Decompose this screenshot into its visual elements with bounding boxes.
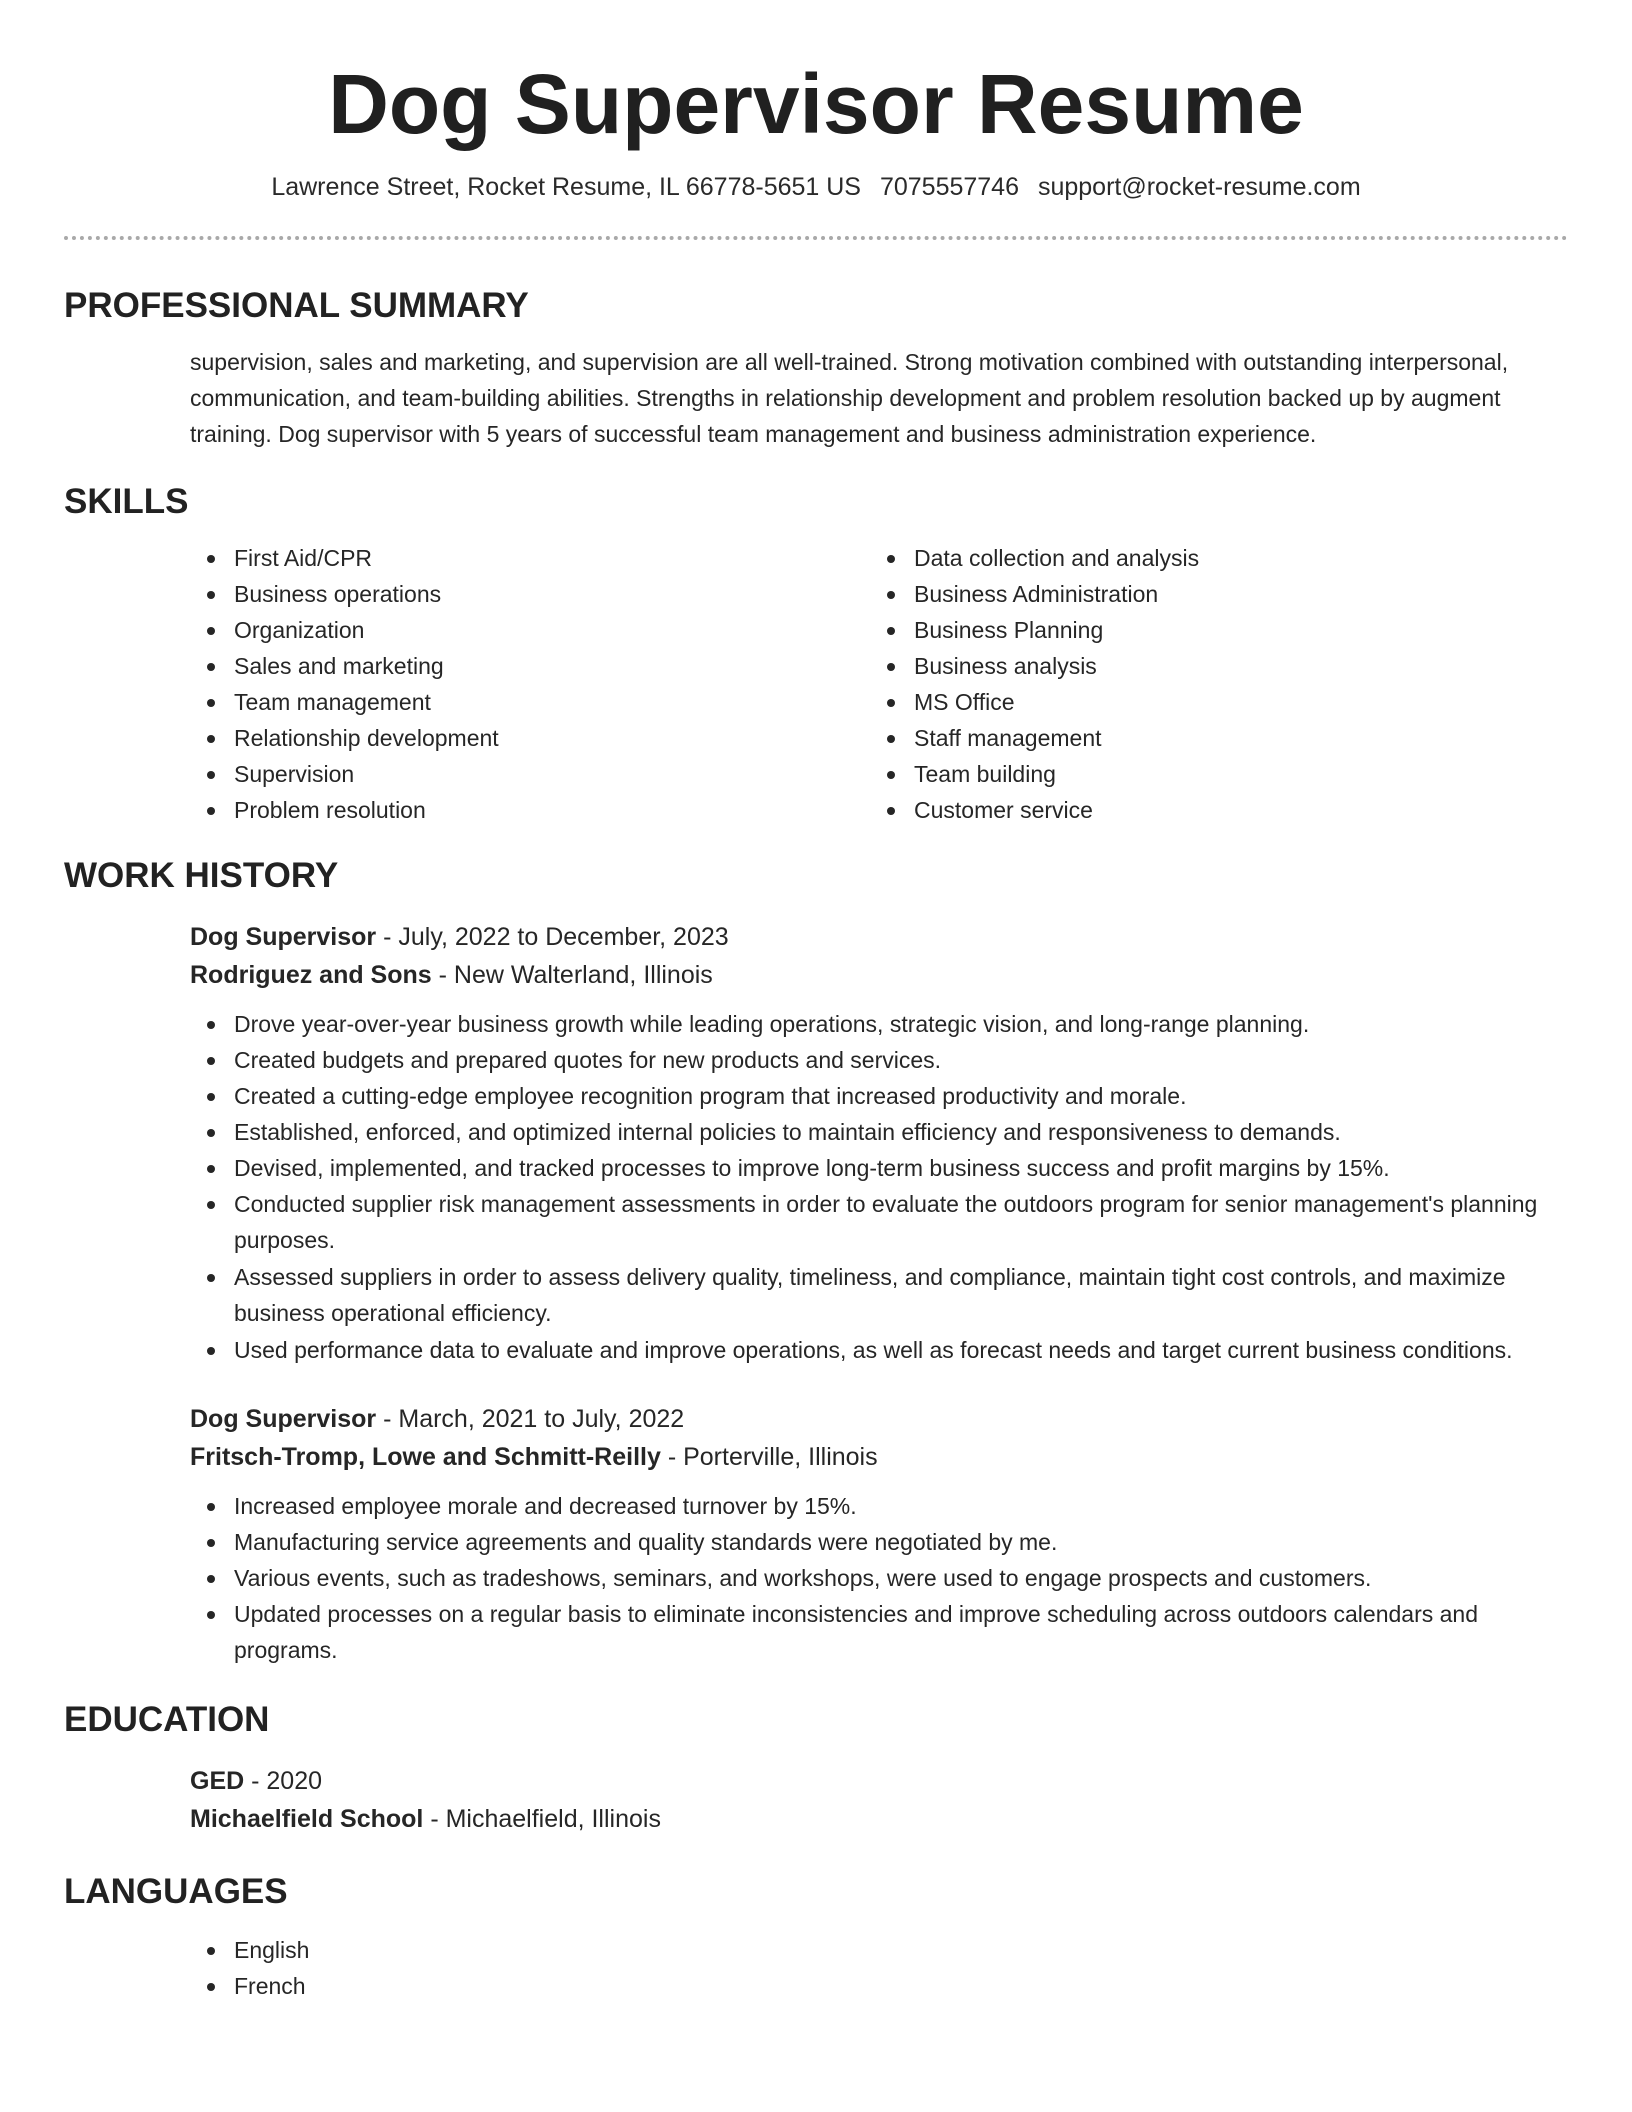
job-company: Rodriguez and Sons [190, 961, 432, 989]
education-entry [190, 1762, 1568, 1838]
job-duty: Conducted supplier risk management assessments in order to evaluate the outdoors program for senior management's planning purposes. [190, 1186, 1570, 1258]
job-duties-list [190, 1488, 1570, 1668]
education-degree-line [190, 1762, 1568, 1800]
job-duty: Various events, such as tradeshows, seminars, and workshops, were used to engage prospects and customers. [190, 1560, 1570, 1596]
education-school-line [190, 1800, 1568, 1838]
education-degree: GED [190, 1767, 245, 1795]
job-entry [190, 1400, 1568, 1668]
job-dates: - July, 2022 to December, 2023 [376, 923, 729, 951]
skill-item: Organization [190, 612, 870, 648]
job-duty: Used performance data to evaluate and improve operations, as well as forecast needs and target current business conditions. [190, 1332, 1570, 1368]
job-duty: Devised, implemented, and tracked processes to improve long-term business success and profit margins by 15%. [190, 1150, 1570, 1186]
skill-item: Business Planning [870, 612, 1550, 648]
skill-item: Relationship development [190, 720, 870, 756]
job-duty: Manufacturing service agreements and quality standards were negotiated by me. [190, 1524, 1570, 1560]
skill-item: Data collection and analysis [870, 540, 1550, 576]
job-company-line [190, 956, 1568, 994]
job-duty: Drove year-over-year business growth while leading operations, strategic vision, and long-range planning. [190, 1006, 1570, 1042]
skills-heading: SKILLS [64, 482, 189, 521]
summary-heading: PROFESSIONAL SUMMARY [64, 286, 529, 325]
job-duty: Assessed suppliers in order to assess delivery quality, timeliness, and compliance, maintain tight cost controls, and maximize business operational efficiency. [190, 1259, 1570, 1331]
contact-address: Lawrence Street, Rocket Resume, IL 66778-5651 US [271, 173, 861, 201]
skill-item: Sales and marketing [190, 648, 870, 684]
job-title: Dog Supervisor [190, 1405, 377, 1433]
work-history-heading: WORK HISTORY [64, 856, 339, 895]
job-duty: Created a cutting-edge employee recognition program that increased productivity and morale. [190, 1078, 1570, 1114]
job-location: - Porterville, Illinois [660, 1443, 878, 1471]
job-duty: Updated processes on a regular basis to eliminate inconsistencies and improve scheduling across outdoors calendars and programs. [190, 1596, 1570, 1668]
education-school: Michaelfield School [190, 1805, 424, 1833]
job-entry [190, 918, 1568, 1368]
job-duties-list [190, 1006, 1570, 1368]
job-duty: Increased employee morale and decreased turnover by 15%. [190, 1488, 1570, 1524]
skill-item: Team building [870, 756, 1550, 792]
job-dates: - March, 2021 to July, 2022 [376, 1405, 685, 1433]
education-heading: EDUCATION [64, 1700, 270, 1739]
job-title-line [190, 918, 1568, 956]
languages-heading: LANGUAGES [64, 1872, 288, 1911]
skills-list [190, 540, 1568, 828]
skill-item: MS Office [870, 684, 1550, 720]
job-title-line [190, 1400, 1568, 1438]
skill-item: Customer service [870, 792, 1550, 828]
contact-line [64, 170, 1568, 204]
contact-email[interactable]: support@rocket-resume.com [1037, 173, 1361, 201]
job-title: Dog Supervisor [190, 923, 377, 951]
resume-title: Dog Supervisor Resume [328, 57, 1304, 151]
language-item: French [190, 1968, 1568, 2004]
skills-column-right [870, 540, 1550, 828]
job-duty: Established, enforced, and optimized internal policies to maintain efficiency and responsiveness to demands. [190, 1114, 1570, 1150]
skill-item: First Aid/CPR [190, 540, 870, 576]
skill-item: Staff management [870, 720, 1550, 756]
language-item: English [190, 1932, 1568, 1968]
header-divider [64, 236, 1568, 240]
job-duty: Created budgets and prepared quotes for new products and services. [190, 1042, 1570, 1078]
job-company-line [190, 1438, 1568, 1476]
education-year: - 2020 [244, 1767, 323, 1795]
skill-item: Business Administration [870, 576, 1550, 612]
job-company: Fritsch-Tromp, Lowe and Schmitt-Reilly [190, 1443, 661, 1471]
education-location: - Michaelfield, Illinois [423, 1805, 661, 1833]
skill-item: Problem resolution [190, 792, 870, 828]
skill-item: Supervision [190, 756, 870, 792]
contact-phone: 7075557746 [879, 173, 1019, 201]
skill-item: Team management [190, 684, 870, 720]
languages-list [190, 1932, 1568, 2004]
skill-item: Business analysis [870, 648, 1550, 684]
summary-text: supervision, sales and marketing, and supervision are all well-trained. Strong motivation combined with outstanding interpersonal, communication, and team-building abilities. Strengths in relationship development and problem resolution backed up by augment training. Dog supervisor with 5 years of successful team management and business administration experience. [190, 349, 1509, 447]
skill-item: Business operations [190, 576, 870, 612]
job-location: - New Walterland, Illinois [431, 961, 713, 989]
resume-page [64, 0, 1568, 2004]
skills-column-left [190, 540, 870, 828]
